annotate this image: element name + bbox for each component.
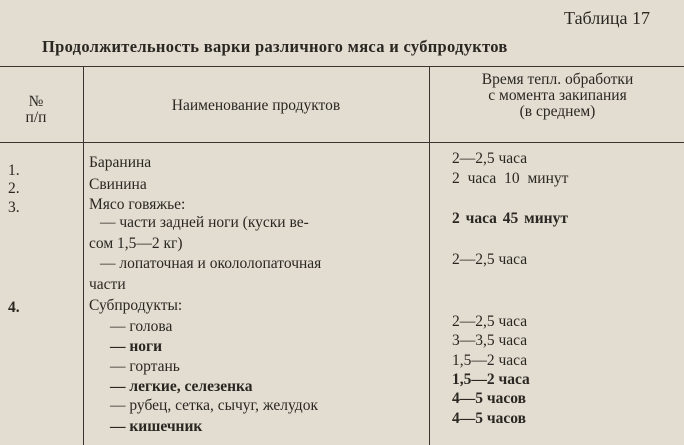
product-name: Мясо говяжье: [89, 196, 186, 213]
table-number: Таблица 17 [564, 8, 650, 28]
header-time-line2: с момента закипания [488, 87, 627, 104]
cooking-time: 2—2,5 часа [452, 313, 528, 330]
column-divider-1 [83, 67, 84, 445]
row-number: 1. [8, 162, 20, 179]
header-time-line3: (в среднем) [519, 103, 596, 120]
cooking-time: 4—5 часов [452, 390, 526, 407]
header-time-line1: Время тепл. обработки [481, 71, 634, 88]
row-number: 4. [8, 299, 20, 316]
row-number: 2. [8, 180, 20, 197]
product-name: сом 1,5—2 кг) [89, 235, 183, 252]
cooking-time: 2—2,5 часа [452, 150, 528, 167]
header-name: Наименование продуктов [171, 97, 341, 114]
product-name: — ноги [110, 338, 163, 355]
product-name: — лопаточная и окололопаточная [100, 255, 322, 272]
product-name: Субпродукты: [89, 297, 183, 314]
product-name: — гортань [110, 358, 180, 375]
cooking-time: 2—2,5 часа [452, 251, 528, 268]
product-name: — рубец, сетка, сычуг, желудок [110, 397, 318, 414]
product-name: — голова [110, 318, 173, 335]
header-num-line2: п/п [25, 109, 47, 126]
header-time [431, 72, 684, 120]
cooking-time: 2 часа 45 минут [452, 210, 568, 227]
product-name: Баранина [89, 154, 152, 171]
header-num [10, 94, 62, 126]
cooking-time: 1,5—2 часа [452, 352, 528, 369]
product-name: Свинина [89, 176, 147, 193]
column-divider-2 [429, 67, 430, 445]
header-num-line1: № [28, 93, 44, 110]
product-name: части [89, 276, 126, 293]
product-name: — части задней ноги (куски ве- [100, 214, 309, 231]
product-name: — легкие, селезенка [110, 378, 253, 395]
table-title: Продолжительность варки различного мяса и субпродуктов [42, 37, 508, 56]
table-top-rule [0, 66, 684, 67]
cooking-time: 2 часа 10 минут [452, 170, 569, 187]
cooking-time: 3—3,5 часа [452, 332, 528, 349]
product-name: — кишечник [110, 418, 203, 435]
row-number: 3. [8, 199, 20, 216]
cooking-time: 1,5—2 часа [452, 371, 530, 388]
cooking-time: 4—5 часов [452, 410, 526, 427]
header-bottom-rule [0, 142, 684, 143]
